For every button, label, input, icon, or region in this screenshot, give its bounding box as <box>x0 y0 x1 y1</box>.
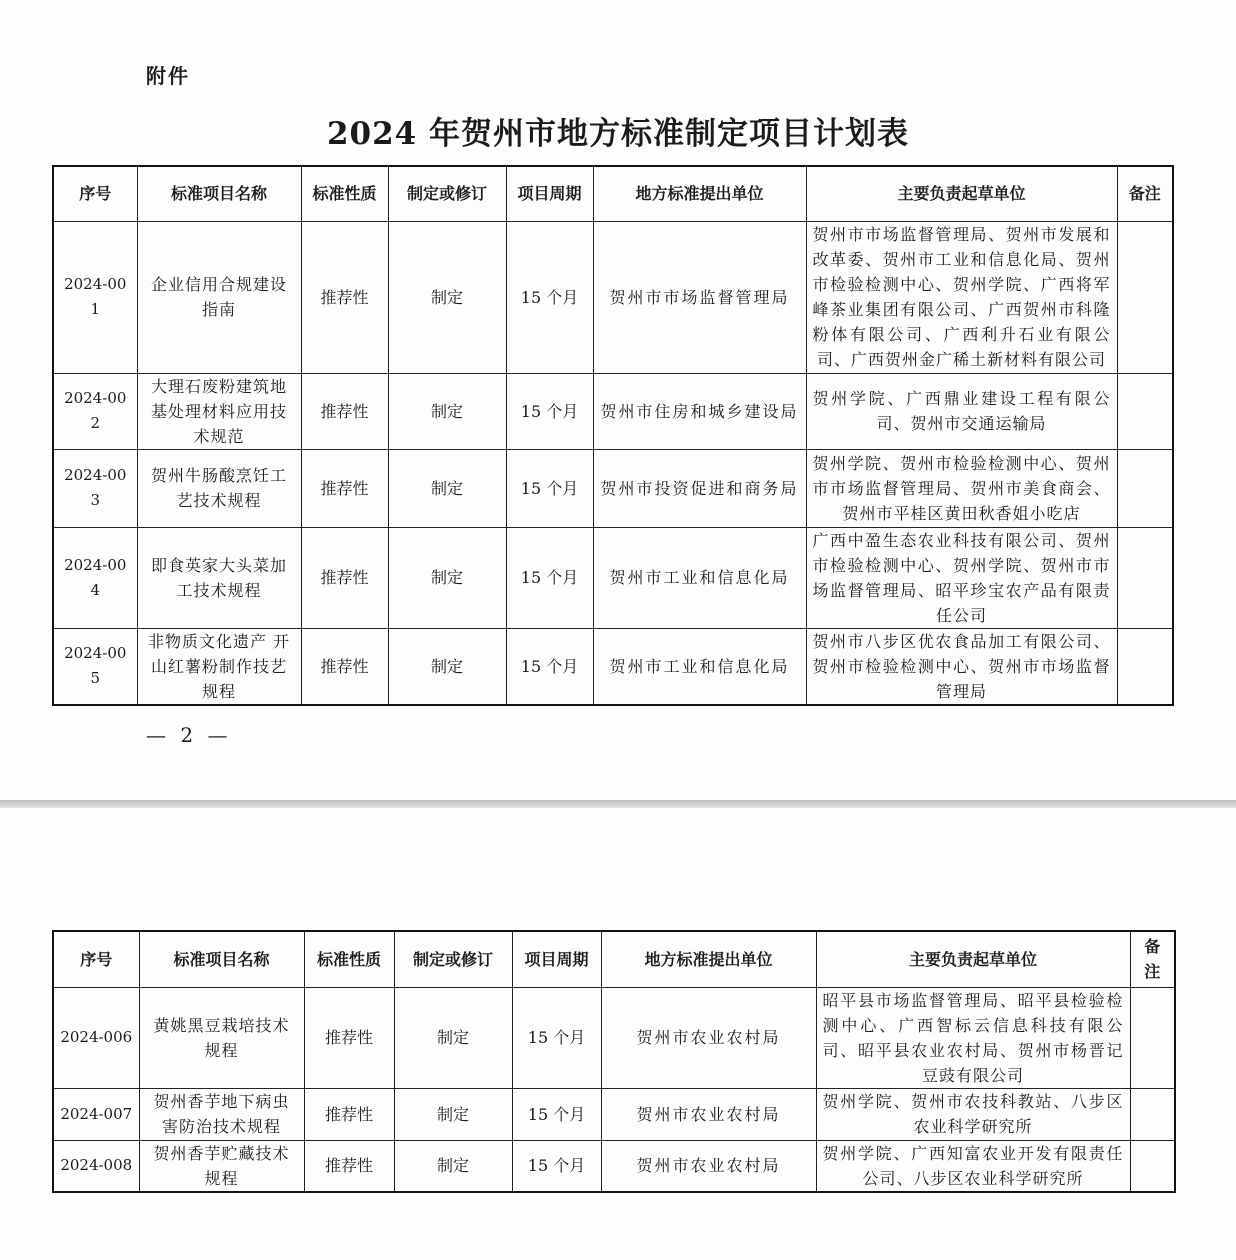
row-drafters: 广西中盈生态农业科技有限公司、贺州市检验检测中心、贺州学院、贺州市市场监督管理局、昭平珍宝农产品有限责任公司 <box>806 527 1117 628</box>
row-period: 15 个月 <box>512 1140 601 1192</box>
table-row <box>53 373 1173 449</box>
row-proposer: 贺州市农业农村局 <box>601 987 816 1088</box>
row-remark <box>1117 373 1173 449</box>
table-row <box>53 221 1173 373</box>
row-type: 制定 <box>388 449 506 527</box>
standards-table-part2 <box>52 930 1176 1193</box>
row-drafters: 贺州市八步区优农食品加工有限公司、贺州市检验检测中心、贺州市市场监督管理局 <box>806 628 1117 705</box>
standards-table-part1 <box>52 165 1174 706</box>
row-drafters: 贺州市市场监督管理局、贺州市发展和改革委、贺州市工业和信息化局、贺州市检验检测中心、贺州学院、广西将军峰茶业集团有限公司、广西贺州市科隆粉体有限公司、广西利升石业有限公司、广西贺州金广稀土新材料有限公司 <box>806 221 1117 373</box>
row-proposer: 贺州市市场监督管理局 <box>593 221 806 373</box>
row-period: 15 个月 <box>506 449 593 527</box>
table-row <box>53 449 1173 527</box>
page-title: 2024 年贺州市地方标准制定项目计划表 <box>326 116 910 152</box>
row-nature: 推荐性 <box>301 527 388 628</box>
row-drafters: 贺州学院、广西知富农业开发有限责任公司、八步区农业科学研究所 <box>816 1140 1130 1192</box>
row-proposer: 贺州市投资促进和商务局 <box>593 449 806 527</box>
row-period: 15 个月 <box>506 527 593 628</box>
row-proposer: 贺州市工业和信息化局 <box>593 527 806 628</box>
row-period: 15 个月 <box>506 373 593 449</box>
row-serial: 2024-001 <box>53 221 137 373</box>
row-project-name: 黄姚黑豆栽培技术规程 <box>139 987 304 1088</box>
table-row <box>53 527 1173 628</box>
table-header-row <box>53 931 1175 987</box>
row-remark <box>1117 527 1173 628</box>
row-type: 制定 <box>388 221 506 373</box>
header-drafters: 主要负责起草单位 <box>816 931 1130 987</box>
table-row <box>53 628 1173 705</box>
header-nature: 标准性质 <box>304 931 394 987</box>
header-nature: 标准性质 <box>301 166 388 221</box>
row-type: 制定 <box>394 1088 512 1140</box>
row-proposer: 贺州市住房和城乡建设局 <box>593 373 806 449</box>
row-nature: 推荐性 <box>301 628 388 705</box>
row-project-name: 大理石废粉建筑地基处理材料应用技术规范 <box>137 373 301 449</box>
row-drafters: 贺州学院、贺州市检验检测中心、贺州市市场监督管理局、贺州市美食商会、贺州市平桂区黄田秋香姐小吃店 <box>806 449 1117 527</box>
row-drafters: 昭平县市场监督管理局、昭平县检验检测中心、广西智标云信息科技有限公司、昭平县农业农村局、贺州市杨晋记豆豉有限公司 <box>816 987 1130 1088</box>
page-number: — 2 — <box>146 723 232 747</box>
row-period: 15 个月 <box>512 987 601 1088</box>
header-type: 制定或修订 <box>388 166 506 221</box>
header-period: 项目周期 <box>506 166 593 221</box>
header-drafters: 主要负责起草单位 <box>806 166 1117 221</box>
row-serial: 2024-007 <box>53 1088 139 1140</box>
row-nature: 推荐性 <box>301 449 388 527</box>
row-nature: 推荐性 <box>304 987 394 1088</box>
row-serial: 2024-006 <box>53 987 139 1088</box>
row-proposer: 贺州市工业和信息化局 <box>593 628 806 705</box>
row-nature: 推荐性 <box>304 1088 394 1140</box>
row-type: 制定 <box>394 1140 512 1192</box>
header-type: 制定或修订 <box>394 931 512 987</box>
row-remark <box>1117 221 1173 373</box>
attachment-label: 附件 <box>146 64 190 88</box>
row-project-name: 贺州香芋贮藏技术规程 <box>139 1140 304 1192</box>
row-remark <box>1130 1140 1175 1192</box>
row-type: 制定 <box>388 628 506 705</box>
row-serial: 2024-003 <box>53 449 137 527</box>
table-row <box>53 1088 1175 1140</box>
row-proposer: 贺州市农业农村局 <box>601 1140 816 1192</box>
row-nature: 推荐性 <box>301 221 388 373</box>
row-drafters: 贺州学院、广西鼎业建设工程有限公司、贺州市交通运输局 <box>806 373 1117 449</box>
row-period: 15 个月 <box>512 1088 601 1140</box>
row-type: 制定 <box>388 527 506 628</box>
row-remark <box>1117 628 1173 705</box>
header-project-name: 标准项目名称 <box>137 166 301 221</box>
row-project-name: 非物质文化遗产 开山红薯粉制作技艺规程 <box>137 628 301 705</box>
row-project-name: 即食英家大头菜加工技术规程 <box>137 527 301 628</box>
row-project-name: 贺州香芋地下病虫害防治技术规程 <box>139 1088 304 1140</box>
row-project-name: 贺州牛肠酸烹饪工艺技术规程 <box>137 449 301 527</box>
row-nature: 推荐性 <box>304 1140 394 1192</box>
table-header-row <box>53 166 1173 221</box>
header-proposer: 地方标准提出单位 <box>593 166 806 221</box>
row-serial: 2024-005 <box>53 628 137 705</box>
header-remark: 备注 <box>1117 166 1173 221</box>
row-remark <box>1130 1088 1175 1140</box>
header-serial: 序号 <box>53 166 137 221</box>
header-project-name: 标准项目名称 <box>139 931 304 987</box>
row-period: 15 个月 <box>506 628 593 705</box>
header-remark: 备注 <box>1130 931 1175 987</box>
row-period: 15 个月 <box>506 221 593 373</box>
row-project-name: 企业信用合规建设指南 <box>137 221 301 373</box>
header-period: 项目周期 <box>512 931 601 987</box>
header-proposer: 地方标准提出单位 <box>601 931 816 987</box>
header-serial: 序号 <box>53 931 139 987</box>
row-serial: 2024-004 <box>53 527 137 628</box>
table-row <box>53 987 1175 1088</box>
row-nature: 推荐性 <box>301 373 388 449</box>
row-serial: 2024-002 <box>53 373 137 449</box>
row-proposer: 贺州市农业农村局 <box>601 1088 816 1140</box>
table-row <box>53 1140 1175 1192</box>
row-drafters: 贺州学院、贺州市农技科教站、八步区农业科学研究所 <box>816 1088 1130 1140</box>
row-remark <box>1130 987 1175 1088</box>
row-type: 制定 <box>388 373 506 449</box>
page-separator <box>0 800 1236 808</box>
row-type: 制定 <box>394 987 512 1088</box>
row-remark <box>1117 449 1173 527</box>
row-serial: 2024-008 <box>53 1140 139 1192</box>
